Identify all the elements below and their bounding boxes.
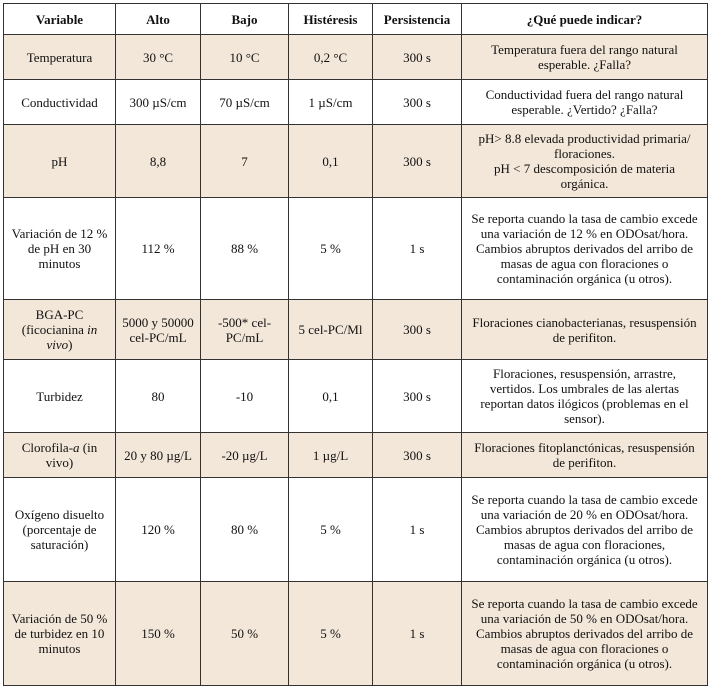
table-row xyxy=(4,300,708,360)
header-bajo: Bajo xyxy=(201,4,289,35)
cell-indica: Conductividad fuera del rango natural esperable. ¿Vertido? ¿Falla? xyxy=(462,80,708,125)
cell-variable: Variación de 50 % de turbidez en 10 minutos xyxy=(4,582,116,686)
cell-bajo: 50 % xyxy=(201,582,289,686)
cell-bajo: 10 °C xyxy=(201,35,289,80)
cell-indica: Temperatura fuera del rango natural esperable. ¿Falla? xyxy=(462,35,708,80)
cell-histeresis: 5 % xyxy=(289,582,373,686)
cell-indica xyxy=(462,125,708,198)
cell-bajo: 7 xyxy=(201,125,289,198)
cell-indica: Se reporta cuando la tasa de cambio excede una variación de 20 % en ODOsat/hora. Cambios abruptos derivados del arribo de masas de agua con floraciones, contaminación orgánica (u otros). xyxy=(462,478,708,582)
cell-persistencia: 300 s xyxy=(373,35,462,80)
cell-variable xyxy=(4,433,116,478)
cell-persistencia: 1 s xyxy=(373,198,462,300)
cell-alto: 8,8 xyxy=(116,125,201,198)
variable-emphasis: a xyxy=(73,440,80,455)
cell-indica: Floraciones cianobacterianas, resuspensión de perifiton. xyxy=(462,300,708,360)
cell-alto: 300 µS/cm xyxy=(116,80,201,125)
cell-bajo: -500* cel-PC/mL xyxy=(201,300,289,360)
cell-indica: Floraciones fitoplanctónicas, resuspensión de perifiton. xyxy=(462,433,708,478)
cell-variable: Conductividad xyxy=(4,80,116,125)
cell-variable: Temperatura xyxy=(4,35,116,80)
cell-histeresis: 5 % xyxy=(289,478,373,582)
cell-persistencia: 300 s xyxy=(373,125,462,198)
alert-thresholds-table xyxy=(3,3,708,686)
cell-bajo: -20 µg/L xyxy=(201,433,289,478)
cell-histeresis: 1 µg/L xyxy=(289,433,373,478)
table-row xyxy=(4,582,708,686)
cell-variable xyxy=(4,300,116,360)
indica-line-1: pH> 8.8 elevada productividad primaria/ floraciones. xyxy=(478,131,691,161)
cell-persistencia: 300 s xyxy=(373,433,462,478)
table-row xyxy=(4,125,708,198)
header-alto: Alto xyxy=(116,4,201,35)
cell-indica: Se reporta cuando la tasa de cambio excede una variación de 50 % en ODOsat/hora. Cambios abruptos derivados del arribo de masas de agua con floraciones o contaminación orgánica (u otros). xyxy=(462,582,708,686)
cell-variable: Turbidez xyxy=(4,360,116,433)
cell-histeresis: 1 µS/cm xyxy=(289,80,373,125)
table-row xyxy=(4,360,708,433)
variable-emphasis: in vivo xyxy=(46,322,98,352)
cell-bajo: 88 % xyxy=(201,198,289,300)
cell-variable: pH xyxy=(4,125,116,198)
table-row xyxy=(4,478,708,582)
cell-alto: 120 % xyxy=(116,478,201,582)
cell-histeresis: 0,1 xyxy=(289,360,373,433)
cell-alto: 80 xyxy=(116,360,201,433)
cell-histeresis: 0,1 xyxy=(289,125,373,198)
variable-text: (in vivo) xyxy=(45,440,98,470)
variable-text: ) xyxy=(68,337,73,352)
header-persistencia: Persistencia xyxy=(373,4,462,35)
cell-alto: 150 % xyxy=(116,582,201,686)
cell-persistencia: 300 s xyxy=(373,80,462,125)
cell-persistencia: 300 s xyxy=(373,360,462,433)
table-row xyxy=(4,35,708,80)
cell-histeresis: 5 % xyxy=(289,198,373,300)
cell-variable: Variación de 12 % de pH en 30 minutos xyxy=(4,198,116,300)
cell-alto: 5000 y 50000 cel-PC/mL xyxy=(116,300,201,360)
variable-text: Clorofila- xyxy=(21,440,74,455)
cell-variable: Oxígeno disuelto (porcentaje de saturación) xyxy=(4,478,116,582)
cell-histeresis: 5 cel-PC/Ml xyxy=(289,300,373,360)
cell-histeresis: 0,2 °C xyxy=(289,35,373,80)
table-row xyxy=(4,433,708,478)
cell-indica: Se reporta cuando la tasa de cambio excede una variación de 12 % en ODOsat/hora. Cambios abruptos derivados del arribo de masas de agua con floraciones o contaminación orgánica (u otros). xyxy=(462,198,708,300)
cell-alto: 112 % xyxy=(116,198,201,300)
variable-text: BGA-PC (ficocianina xyxy=(21,307,88,337)
cell-alto: 20 y 80 µg/L xyxy=(116,433,201,478)
table-row xyxy=(4,80,708,125)
cell-bajo: 70 µS/cm xyxy=(201,80,289,125)
header-indica: ¿Qué puede indicar? xyxy=(462,4,708,35)
cell-persistencia: 1 s xyxy=(373,582,462,686)
cell-indica: Floraciones, resuspensión, arrastre, vertidos. Los umbrales de las alertas reportan datos ilógicos (problemas en el sensor). xyxy=(462,360,708,433)
table-header-row xyxy=(4,4,708,35)
indica-line-2: pH < 7 descomposición de materia orgánica. xyxy=(494,161,675,191)
header-histeresis: Histéresis xyxy=(289,4,373,35)
cell-persistencia: 1 s xyxy=(373,478,462,582)
cell-bajo: -10 xyxy=(201,360,289,433)
cell-alto: 30 °C xyxy=(116,35,201,80)
table-row xyxy=(4,198,708,300)
cell-persistencia: 300 s xyxy=(373,300,462,360)
cell-bajo: 80 % xyxy=(201,478,289,582)
header-variable: Variable xyxy=(4,4,116,35)
